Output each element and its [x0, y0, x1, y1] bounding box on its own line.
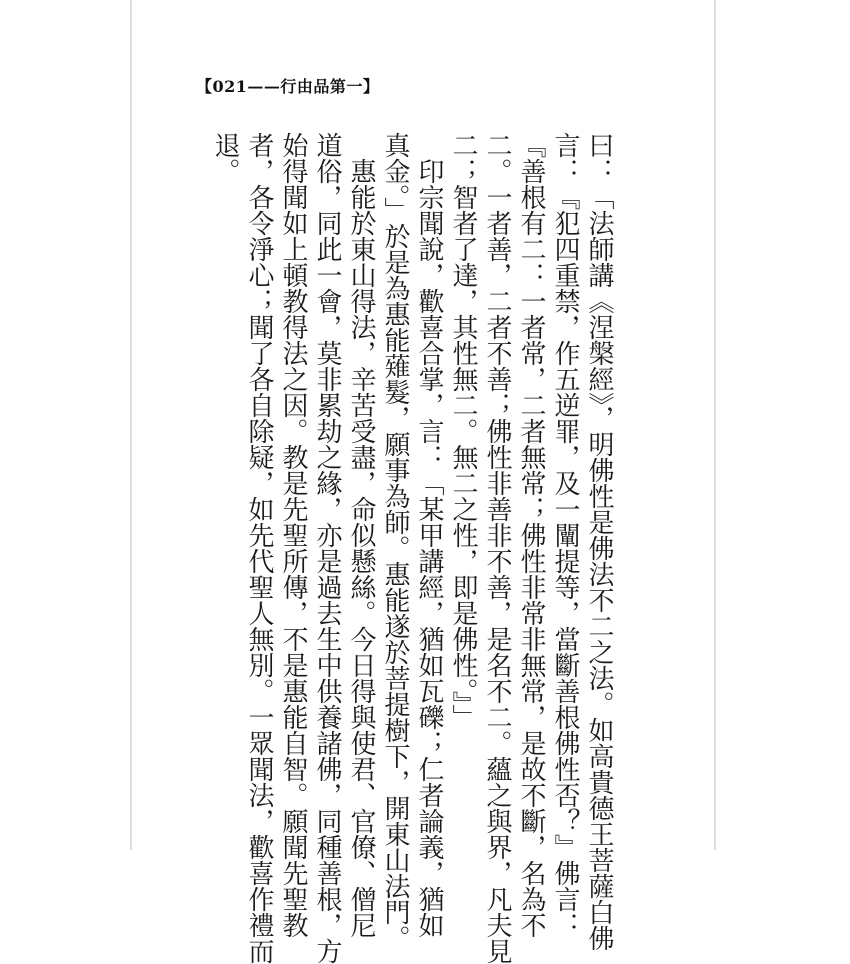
page-left-edge: [130, 0, 132, 850]
text-line-5: 二；智者了達，其性無二。無二之性，即是佛性。』」: [448, 132, 478, 730]
text-line-10: 始得聞如上頓教得法之因。教是先聖所傳，不是惠能自智。願聞先聖教: [278, 132, 308, 938]
page-right-edge: [714, 0, 716, 850]
text-line-7: 真金。」於是為惠能薙髮，願事為師。惠能遂於菩提樹下，開東山法門。: [380, 132, 410, 951]
text-line-6: 印宗聞說，歡喜合掌，言：「某甲講經，猶如瓦礫；仁者論義，猶如: [414, 132, 444, 938]
text-line-3: 『善根有二：一者常，二者無常；佛性非常非無常，是故不斷，名為不: [516, 132, 546, 938]
running-header: 【021——行由品第一】: [196, 77, 380, 96]
text-line-8: 惠能於東山得法，辛苦受盡，命似懸絲。今日得與使君、官僚、僧尼: [346, 132, 376, 938]
text-line-4: 二。一者善，二者不善；佛性非善非不善，是名不二。蘊之與界，凡夫見: [482, 132, 512, 964]
text-line-1: 曰：「法師講《涅槃經》，明佛性是佛法不二之法。如高貴德王菩薩白佛: [584, 132, 614, 951]
text-line-12: 退。: [210, 132, 240, 184]
text-line-9: 道俗，同此一會，莫非累劫之緣，亦是過去生中供養諸佛，同種善根，方: [312, 132, 342, 964]
text-line-2: 言：『犯四重禁，作五逆罪，及一闡提等，當斷善根佛性否？』佛言：: [550, 132, 580, 938]
text-line-11: 者，各令淨心；聞了各自除疑，如先代聖人無別。一眾聞法，歡喜作禮而: [244, 132, 274, 964]
